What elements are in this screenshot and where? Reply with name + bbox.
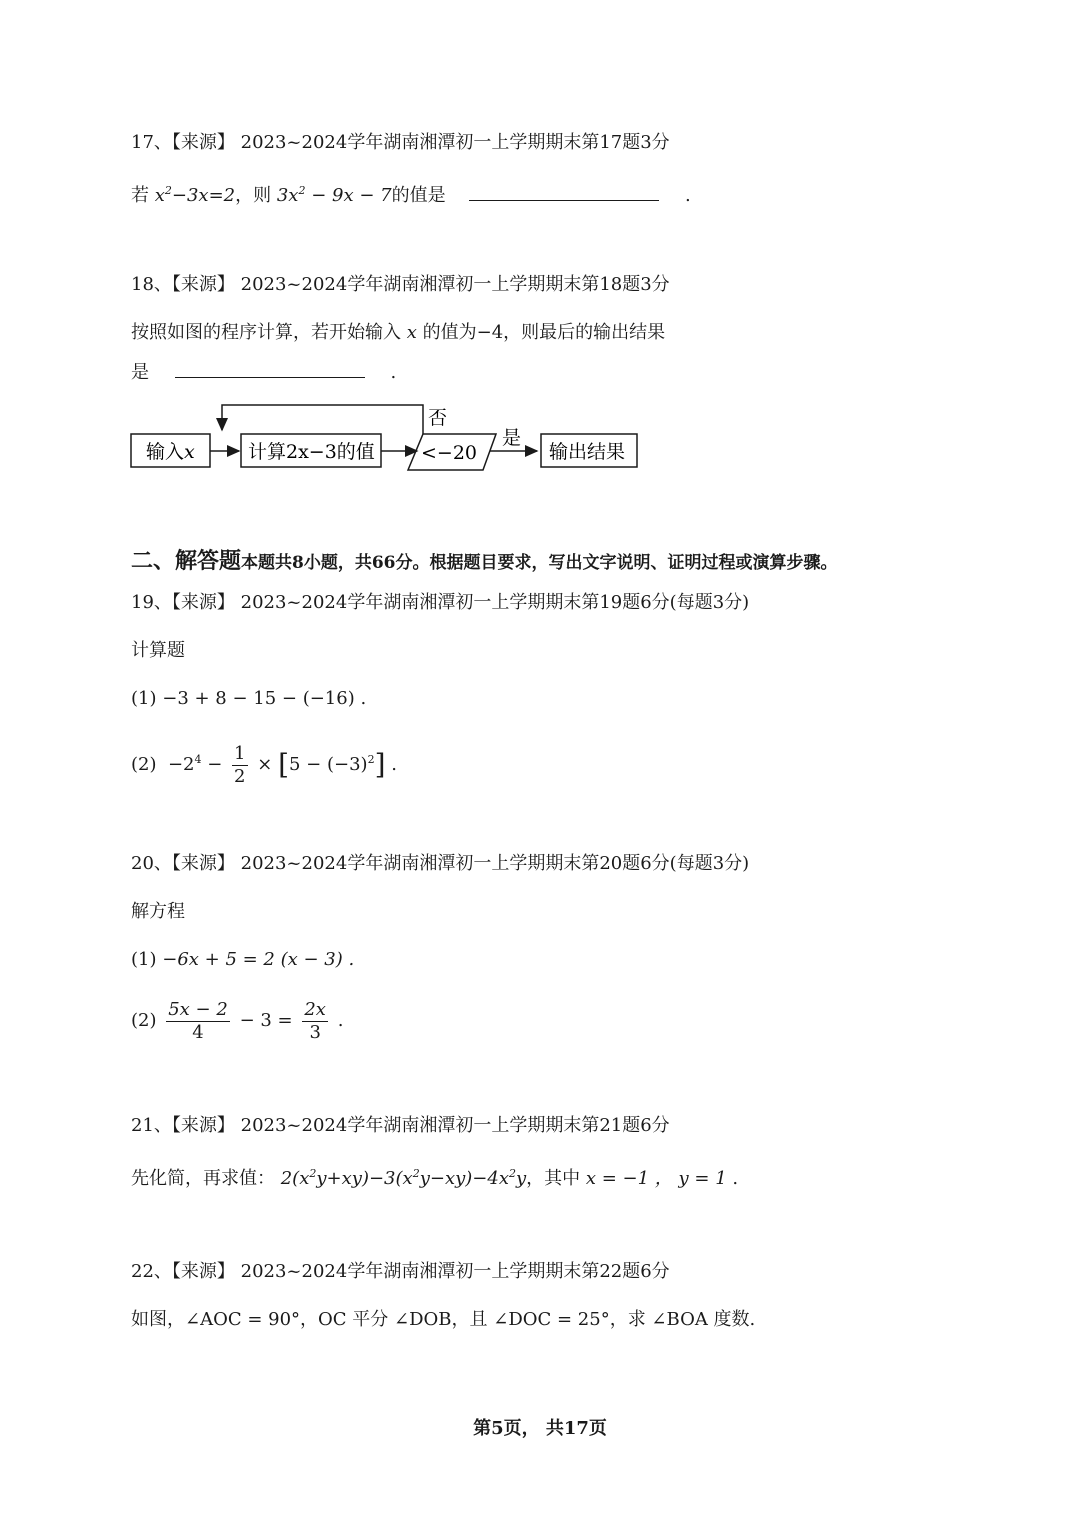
q18-body-line1: 按照如图的程序计算，若开始输入 x 的值为−4，则最后的输出结果: [131, 322, 666, 343]
flow-decision-label: <−20: [421, 442, 478, 464]
q19-intro: 计算题: [131, 640, 185, 661]
q17-expression: $3x^2 - 9x - 7$: [276, 184, 392, 206]
q20-fraction-right: $\frac{2x}{3}$: [304, 998, 326, 1043]
q21-body: 先化简，再求值： $2(x^2y+xy)-3(x^2y-xy)-4x^2y$，其中 x = −1 ， y = 1 .: [131, 1167, 739, 1189]
q19-header: 19、【来源】 2023~2024学年湖南湘潭初一上学期期末第19题6分(每题3分): [131, 592, 750, 613]
flow-output-label: 输出结果: [549, 441, 626, 463]
q17-header: 17、【来源】 2023~2024学年湖南湘潭初一上学期期末第17题3分: [131, 132, 670, 153]
q20-part1-expr: −6x + 5 = 2 (x − 3) .: [162, 949, 355, 970]
section-2-title: 二、解答题: [131, 548, 242, 574]
q19-part2-fraction: $\frac{1}{2}$: [234, 742, 246, 787]
page-footer: 第5页， 共17页: [473, 1418, 607, 1439]
q22-body: 如图，∠AOC = 90°，OC 平分 ∠DOB，且 ∠DOC = 25°，求 ∠BOA 度数.: [131, 1309, 756, 1330]
q18-body-line2: 是 .: [131, 359, 396, 385]
q19-part2: $(2) -2^4$ − $\frac{1}{2}$ × $[5 - (-3)^2]$ .: [131, 742, 397, 787]
flow-no-label: 否: [428, 407, 448, 429]
section-2-desc: 本题共8小题，共66分。根据题目要求，写出文字说明、证明过程或演算步骤。: [241, 553, 838, 573]
q19-part2-expr: $-2^4$ −: [167, 753, 223, 775]
q18-answer-blank[interactable]: [175, 359, 365, 378]
q17-body: 若 $x^2-3x=2$，则 $3x^2 - 9x - 7$的值是 .: [131, 184, 691, 206]
q22-header: 22、【来源】 2023~2024学年湖南湘潭初一上学期期末第22题6分: [131, 1261, 670, 1282]
q21-expression: $2(x^2y+xy)-3(x^2y-xy)-4x^2y$: [280, 1167, 527, 1189]
q20-fraction-left: $\frac{5x - 2}{4}$: [168, 998, 228, 1043]
q20-intro: 解方程: [131, 901, 185, 922]
flow-compute-label: 计算2x−3的值: [248, 441, 375, 463]
flow-input-label: 输入x: [146, 441, 195, 463]
section-2-heading: [131, 544, 838, 575]
q17-answer-blank[interactable]: [469, 182, 659, 201]
q17-condition: $x^2-3x=2$: [154, 184, 236, 206]
q21-header: 21、【来源】 2023~2024学年湖南湘潭初一上学期期末第21题6分: [131, 1115, 670, 1136]
q20-part1: (1) −6x + 5 = 2 (x − 3) .: [131, 949, 355, 970]
flow-loop-line: [222, 405, 423, 434]
flow-yes-label: 是: [502, 427, 522, 449]
q20-part2: (2) $\frac{5x - 2}{4}$ − 3 = $\frac{2x}{3}$ .: [131, 998, 344, 1043]
q19-part1-expr: −3 + 8 − 15 − (−16) .: [162, 688, 367, 709]
q18-flowchart: [0, 395, 700, 505]
q18-var-x: x: [401, 322, 423, 343]
q21-values: x = −1 ， y = 1: [580, 1168, 733, 1189]
q19-part1: (1) −3 + 8 − 15 − (−16) .: [131, 688, 367, 709]
q18-header: 18、【来源】 2023~2024学年湖南湘潭初一上学期期末第18题3分: [131, 274, 670, 295]
q20-header: 20、【来源】 2023~2024学年湖南湘潭初一上学期期末第20题6分(每题3分): [131, 853, 750, 874]
